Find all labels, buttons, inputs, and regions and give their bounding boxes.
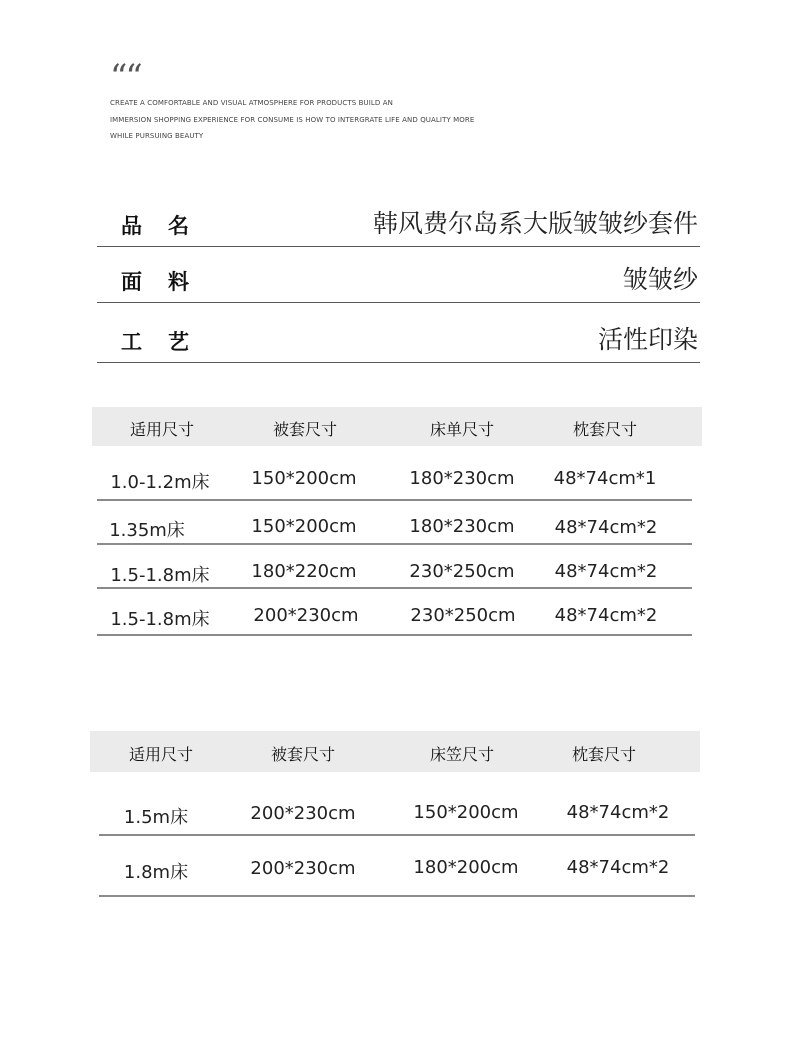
table-cell: 1.5-1.8m床: [110, 565, 210, 586]
table-cell: 48*74cm*2: [554, 605, 658, 626]
header-cell: 被套尺寸: [270, 745, 336, 764]
header-cell: 床笠尺寸: [429, 745, 495, 764]
tagline-line-2: IMMERSION SHOPPING EXPERIENCE FOR CONSUME IS HOW TO INTERGRATE LIFE AND QUALITY MORE: [110, 116, 475, 124]
table-cell: 1.8m床: [123, 862, 189, 883]
table-cell: 200*230cm: [250, 858, 356, 879]
info-value-fabric: 皱皱纱: [622, 265, 698, 294]
row-divider: [99, 834, 695, 836]
quote-mark-icon: ““: [110, 57, 141, 97]
table-cell: 180*230cm: [409, 468, 515, 489]
table-cell: 48*74cm*2: [566, 857, 670, 878]
row-divider: [97, 499, 692, 501]
tagline-line-3: WHILE PURSUING BEAUTY: [110, 132, 204, 140]
table-cell: 180*200cm: [413, 857, 519, 878]
table-cell: 1.5m床: [123, 807, 189, 828]
info-key-craft: 工艺: [121, 330, 215, 354]
table-cell: 1.35m床: [109, 520, 185, 541]
table-cell: 230*250cm: [410, 605, 516, 626]
table-cell: 48*74cm*1: [553, 468, 657, 489]
table-cell: 48*74cm*2: [566, 802, 670, 823]
table-cell: 1.0-1.2m床: [110, 472, 210, 493]
header-cell: 枕套尺寸: [572, 420, 638, 439]
header-cell: 枕套尺寸: [571, 745, 637, 764]
table-cell: 48*74cm*2: [554, 561, 658, 582]
table-cell: 150*200cm: [251, 468, 357, 489]
table-cell: 150*200cm: [413, 802, 519, 823]
header-cell: 适用尺寸: [129, 420, 195, 439]
table-cell: 200*230cm: [250, 803, 356, 824]
table-cell: 200*230cm: [253, 605, 359, 626]
info-value-craft: 活性印染: [597, 325, 698, 354]
table-cell: 230*250cm: [409, 561, 515, 582]
table-cell: 150*200cm: [251, 516, 357, 537]
info-key-product-name: 品名: [121, 214, 215, 238]
table-cell: 180*220cm: [251, 561, 357, 582]
row-divider: [99, 895, 695, 897]
table-cell: 1.5-1.8m床: [110, 609, 210, 630]
table-cell: 48*74cm*2: [554, 517, 658, 538]
row-divider: [97, 587, 692, 589]
row-divider: [97, 634, 692, 636]
tagline-line-1: CREATE A COMFORTABLE AND VISUAL ATMOSPHERE FOR PRODUCTS BUILD AN: [110, 99, 393, 107]
header-cell: 适用尺寸: [128, 745, 194, 764]
table-cell: 180*230cm: [409, 516, 515, 537]
info-row-fabric: [97, 256, 700, 303]
info-key-fabric: 面料: [121, 270, 215, 294]
info-row-craft: [97, 314, 700, 363]
header-cell: 被套尺寸: [272, 420, 338, 439]
header-cell: 床单尺寸: [429, 420, 495, 439]
info-row-product-name: [97, 200, 700, 247]
row-divider: [97, 543, 692, 545]
info-value-product-name: 韩风费尔岛系大版皱皱纱套件: [372, 209, 698, 238]
